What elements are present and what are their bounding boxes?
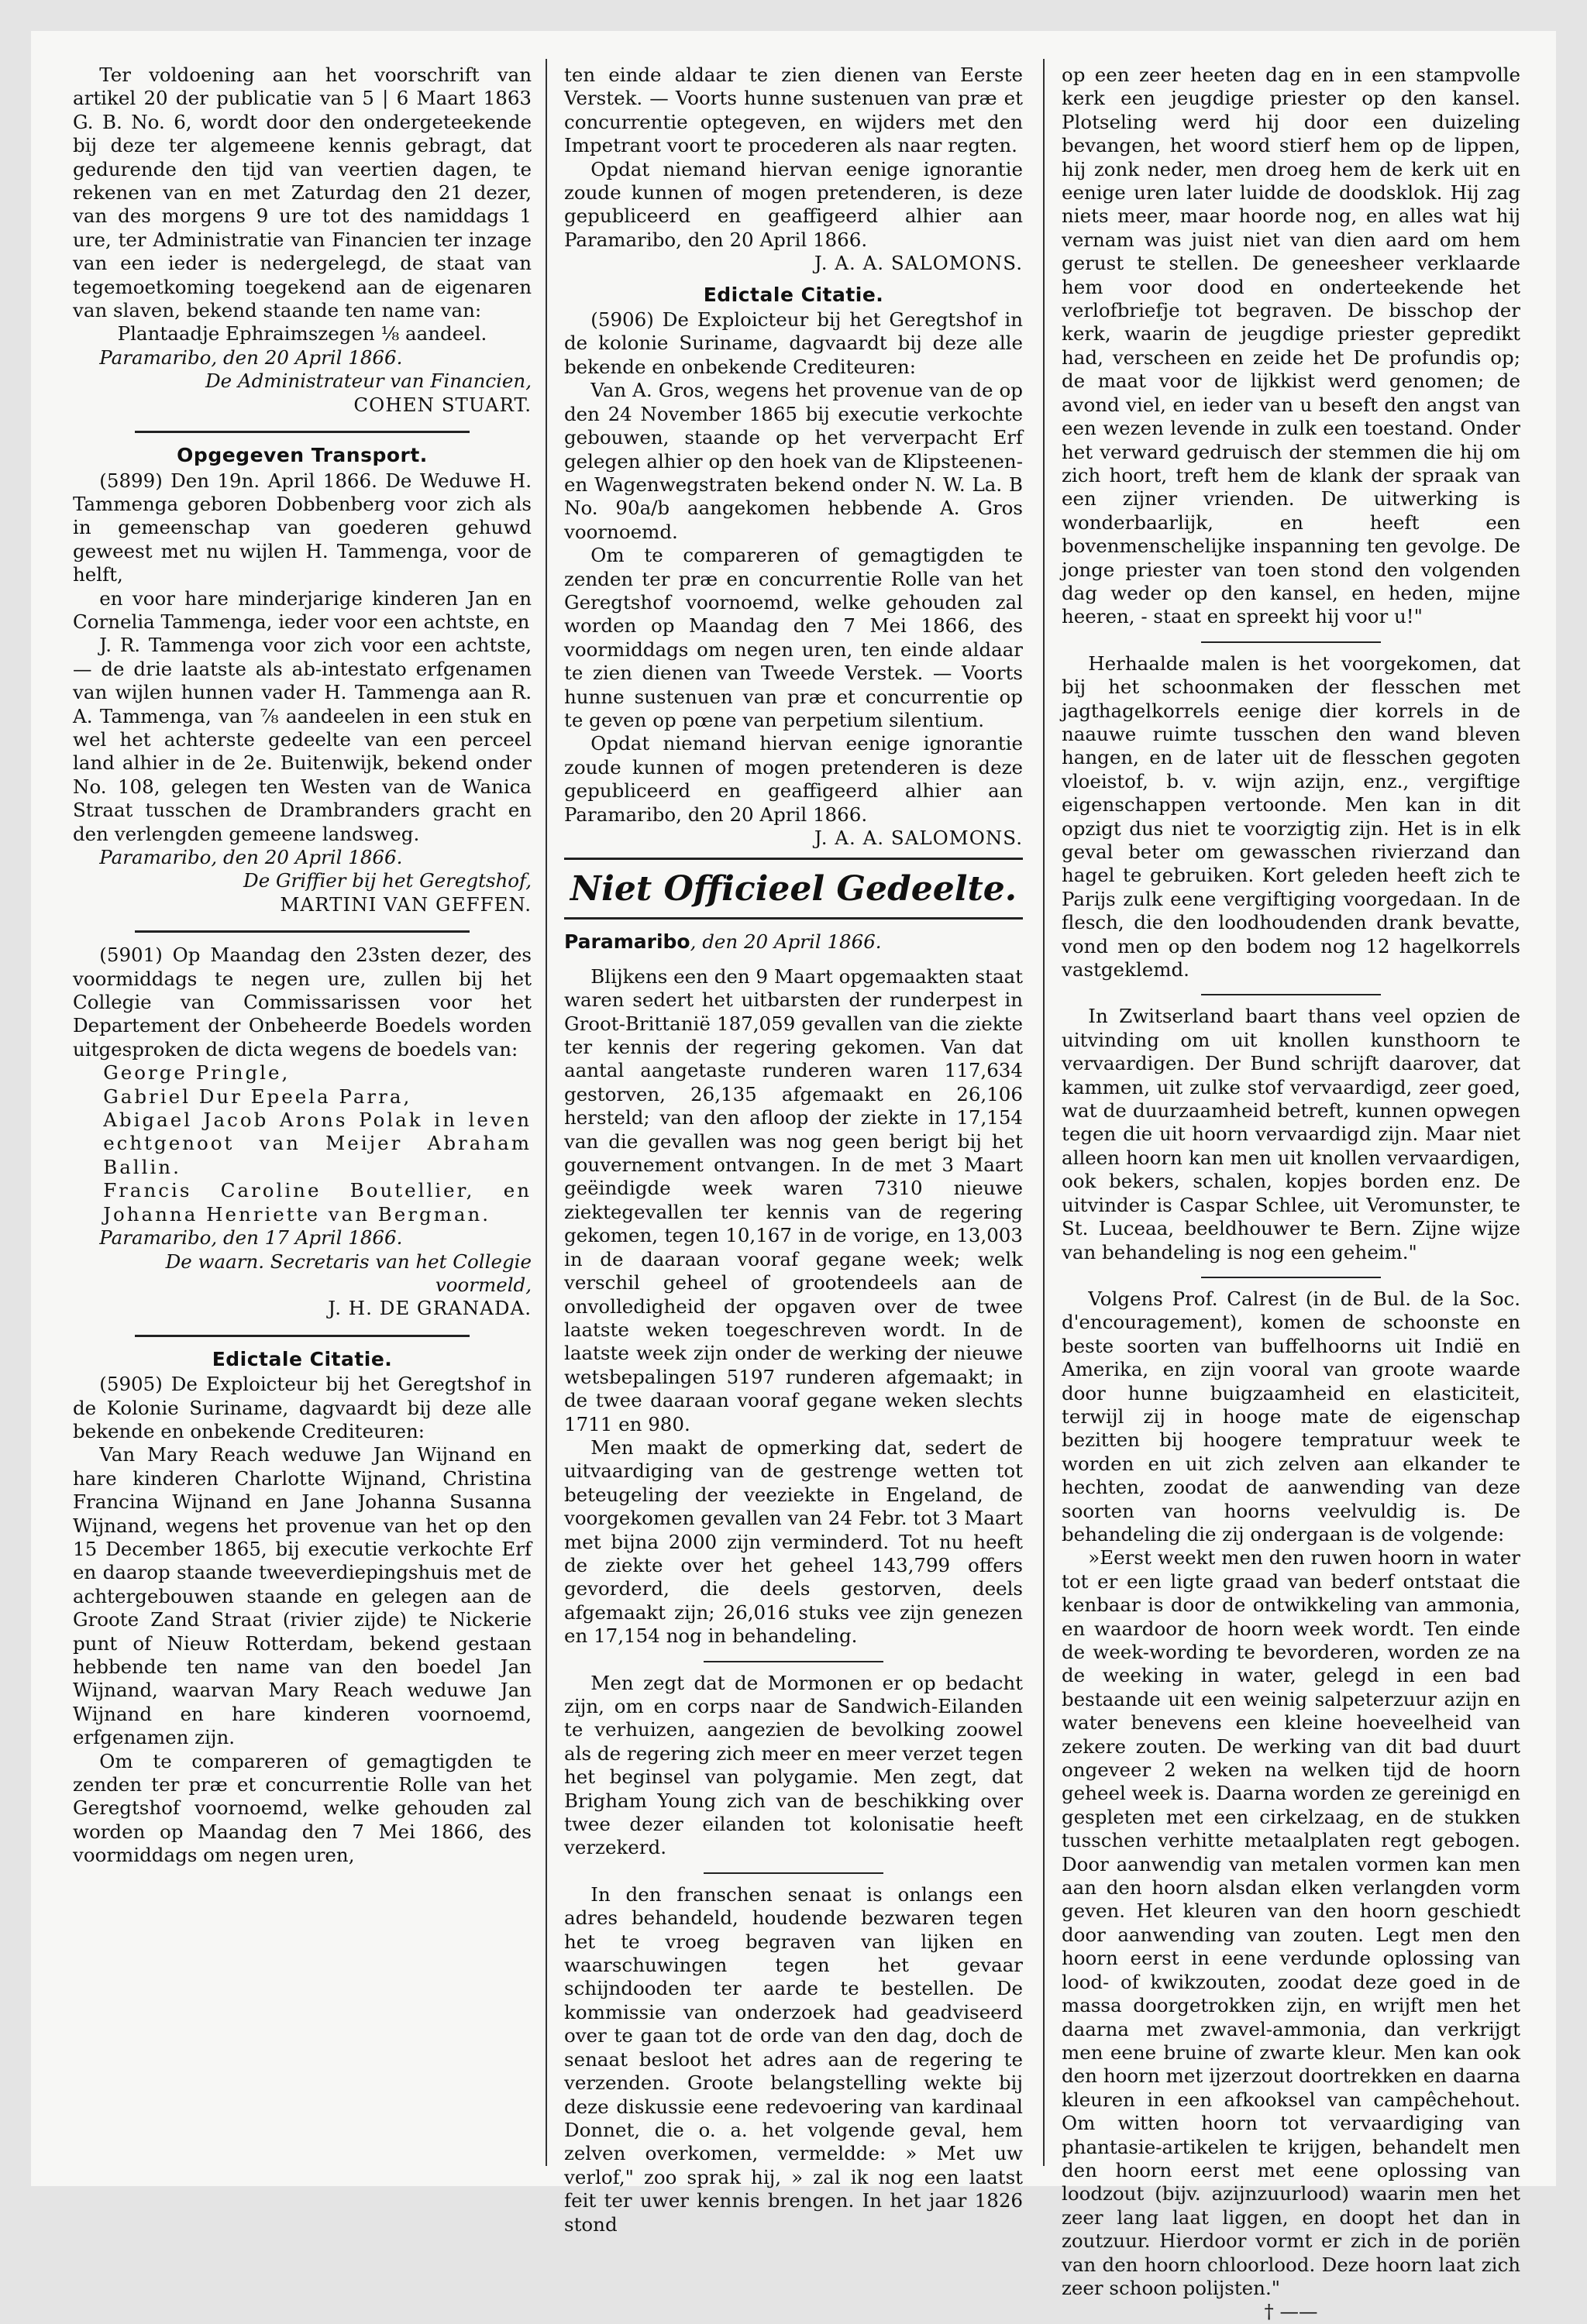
- notice-signatory-title: De waarn. Secretaris van het Collegie voormeld,: [165, 1250, 532, 1296]
- notice-paragraph: (5899) Den 19n. April 1866. De Weduwe H. Tammenga geboren Dobbenberg voor zich als in gemeenschap van goederen gehuwd geweest met nu wijlen H. Tammenga, voor de helft,: [73, 469, 532, 586]
- section-rule: [135, 431, 470, 433]
- news-paragraph: Blijkens een den 9 Maart opgemaakten staat waren sedert het uitbarsten der runderpest in Groot-Brittanië 187,059 gevallen van die ziekte ter kennis der regering gekomen. Van dat aantal aangetaste runderen waren 117,634 gestorven, 26,135 afgemaakt en 26,106 hersteld; van den afloop der ziekte in 17,154 van die gevallen was nog geen berigt bij het gouvernement ontvangen. In de met 3 Maart geëindigde week waren 7310 nieuwe ziektegevallen ter kennis van de regering gekomen, tegen 10,167 in de vorige, en 13,003 in de daaraan vooraf gegane week; welk verschil geheel of grootendeels aan de onvolledigheid der opgaven over de twee laatste weken toegeschreven wordt. In de laatste week zijn onder de werking der nieuwe wetsbepalingen 5197 runderen afgemaakt; in de twee daaraan vooraf gegane weken slechts 1711 en 980.: [564, 964, 1023, 1435]
- notice-paragraph: (5901) Op Maandag den 23sten dezer, des voormiddags te negen ure, zullen bij het Collegie van Commissarissen voor het Departement der Onbeheerde Boedels worden uitgesproken de dicta wegens de boedels van:: [73, 944, 532, 1061]
- article-separator: [704, 1872, 883, 1874]
- notice-paragraph: Van Mary Reach weduwe Jan Wijnand en hare kinderen Charlotte Wijnand, Christina Francina Wijnand en Jane Johanna Susanna Wijnand, wegens het provenue van het op den 15 December 1865, bij executie verkochte Erf en daarop staande tweeverdiepingshuis met de achtergebouwen staande en gelegen aan de Groote Zand Straat (rivier zijde) te Nickerie punt of Nieuw Rotterdam, bekend gestaan hebbende ten name van den boedel Jan Wijnand, waarvan Mary Reach weduwe Jan Wijnand en hare kinderen voornoemd, erfgenamen zijn.: [73, 1443, 532, 1749]
- section-heading: Edictale Citatie.: [212, 1347, 393, 1370]
- news-paragraph: Men zegt dat de Mormonen er op bedacht zijn, om en corps naar de Sandwich-Eilanden te verhuizen, aangezien de bevolking zoowel als de regering zich meer en meer verzet tegen het beginsel van polygamie. Men zegt, dat Brigham Young zich van de beschikking over twee dezer eilanden tot kolonisatie heeft verzekerd.: [564, 1671, 1023, 1859]
- dateline-date: , den 20 April 1866.: [690, 930, 882, 954]
- notice-place-date: Paramaribo, den 17 April 1866.: [99, 1226, 403, 1250]
- notice-signatory-title: De Administrateur van Financien,: [205, 370, 532, 393]
- news-paragraph: In Zwitserland baart thans veel opzien de uitvinding om uit knollen kunsthoorn te vervaardigen. Der Bund schrijft daarover, dat kammen, uit zulke stof vervaardigd, zeer goed, wat de duurzaamheid betreft, kunnen opwegen tegen die uit hoorn vervaardigd zijn. Maar niet alleen hoorn kan men uit knollen vervaardigen, ook bekers, schalen, kopjes borden enz. De uitvinder is Caspar Schlee, uit Veromunster, te St. Luceaa, beeldhouwer te Bern. Zijne wijze van behandeling is nog een geheim.": [1062, 1005, 1520, 1263]
- newspaper-page: [31, 31, 1556, 2323]
- section-rule: [135, 1335, 470, 1337]
- notice-paragraph: Van A. Gros, wegens het provenue van de op den 24 November 1865 bij executie verkochte gebouwen, staande op het ververpacht Erf gelegen alhier op den hoek van de Klipsteenen- en Wagenwegstraten bekend onder N. W. La. B No. 90a/b aangekomen hebbende A. Gros voornoemd.: [564, 379, 1023, 543]
- column-1: [73, 64, 532, 2155]
- notice-paragraph: J. R. Tammenga voor zich voor een achtste, — de drie laatste als ab-intestato erfgenamen van wijlen hunnen vader H. Tammenga aan R. A. Tammenga, van ⅞ aandeelen in een stuk en wel het achterste gedeelte van een perceel land alhier in de 2e. Buitenwijk, bekend onder No. 108, gelegen ten Westen van de Wanica Straat tusschen de Drambranders gracht en den verlengden gemeene landsweg.: [73, 634, 532, 845]
- notice-place-date: Paramaribo, den 20 April 1866.: [99, 346, 403, 369]
- list-item: George Pringle,: [103, 1061, 291, 1085]
- section-heading: Edictale Citatie.: [703, 283, 884, 306]
- list-item: Abigael Jacob Arons Polak in leven echtgenoot van Meijer Abraham Ballin.: [103, 1109, 532, 1178]
- notice-paragraph: Om te compareren of gemagtigden te zenden ter præ et concurrentie Rolle van het Geregtshof voornoemd, welke gehouden zal worden op Maandag den 7 Mei 1866, des voormiddags om negen uren,: [73, 1749, 532, 1867]
- column-divider: [546, 59, 547, 2166]
- notice-signatory: J. A. A. SALOMONS.: [814, 827, 1023, 849]
- article-separator: [1201, 994, 1381, 995]
- notice-place-date: Paramaribo, den 20 April 1866.: [99, 846, 403, 868]
- column-3: [1062, 64, 1520, 2323]
- notice-signatory-title: De Griffier bij het Geregtshof,: [243, 869, 532, 892]
- notice-paragraph: (5905) De Exploicteur bij het Geregtshof in de Kolonie Suriname, dagvaardt bij deze alle bekende en onbekende Crediteuren:: [73, 1373, 532, 1442]
- article-separator: [704, 1661, 883, 1662]
- news-paragraph: Herhaalde malen is het voorgekomen, dat bij het schoonmaken der flesschen met jagthagelkorrels eenige dier korrels in de naauwe ruimte tusschen den wand bleven hangen, en de later uit de flesschen gegoten vloeistof, b. v. wijn azijn, enz., vergiftige eigenschappen vertoonde. Men kan in dit opzigt dus niet te voorzigtig zijn. Het is in elk geval beter om gewasschen rivierzand dan hagel te gebruiken. Kort geleden heeft zich te Parijs zulk eene vergiftiging voorgedaan. In de flesch, die den loodhoudenden drank bevatte, vond men op den bodem nog 12 hagelkorrels vastgeklemd.: [1062, 651, 1520, 982]
- estate-name-list: [73, 1061, 532, 1226]
- section-banner: Niet Officieel Gedeelte.: [564, 858, 1023, 920]
- notice-paragraph: en voor hare minderjarige kinderen Jan en Cornelia Tammenga, ieder voor een achtste, en: [73, 586, 532, 633]
- notice-signatory: J. A. A. SALOMONS.: [814, 252, 1023, 275]
- notice-paragraph: Ter voldoening aan het voorschrift van artikel 20 der publicatie van 5 | 6 Maart 1863 G. B. No. 6, wordt door den ondergeteekende bij deze ter algemeene kennis gebragt, dat gedurende den tijd van veertien dagen, te rekenen van en met Zaturdag den 21 dezer, van des morgens 9 ure tot des namiddags 1 ure, ter Administratie van Financien ter inzage van een ieder is nedergelegd, de staat van tegemoetkoming toegekend aan de eigenaren van slaven, bekend staande ten name van:: [73, 64, 532, 322]
- dateline: [564, 930, 1023, 954]
- news-paragraph: Men maakt de opmerking dat, sedert de uitvaardiging van de gestrenge wetten tot beteugeling der veeziekte in Engeland, de voorgekomen gevallen van 24 Febr. tot 3 Maart met bijna 2000 zijn verminderd. Tot nu heeft de ziekte over het geheel 143,799 offers gevorderd, die deels gestorven, deels afgemaakt zijn; 26,016 stuks vee zijn genezen en 17,154 nog in behandeling.: [564, 1435, 1023, 1648]
- list-item: Gabriel Dur Epeela Parra,: [103, 1085, 412, 1108]
- notice-signatory: MARTINI VAN GEFFEN.: [280, 892, 532, 916]
- notice-paragraph: Opdat niemand hiervan eenige ignorantie zoude kunnen of mogen pretenderen is deze gepubliceerd en geaffigeerd alhier aan Paramaribo, den 20 April 1866.: [564, 732, 1023, 826]
- dateline-city: Paramaribo: [564, 930, 690, 954]
- section-rule: [135, 930, 470, 933]
- notice-paragraph: Om te compareren of gemagtigden te zenden ter præ en concurrentie Rolle van het Geregtshof voornoemd, welke gehouden zal worden op Maandag den 7 Mei 1866, des voormiddags om negen uren, ten einde aldaar te zien dienen van Tweede Verstek. — Voorts hunne sustenuen van præ et concurrentie op te geven op pœne van perpetium silentium.: [564, 544, 1023, 731]
- news-paragraph: »Eerst weekt men den ruwen hoorn in water tot er een ligte graad van bederf ontstaat die kenbaar is door de ontwikkeling van ammonia, en waardoor de hoorn week wordt. Ten einde de week-wording te bevorderen, worden ze na de weeking in water, gelegd in een bad bestaande uit een weinig salpeterzuur azijn en water benevens een kleine hoeveelheid van zekere zouten. De werking van dit bad duurt ongeveer 2 weken na welken tijd de hoorn geheel week is. Daarna worden ze gereinigd en gespleten met een cirkelzaag, en de stukken tusschen verhitte metaalplaten regt gebogen. Door aanwendig van metalen vormen kan men aan den hoorn alsdan elken verlangden vorm geven. Het kleuren van den hoorn geschiedt door aanwending van zouten. Legt men den hoorn eerst in eene verdunde oplossing van lood- of kwikzouten, zoodat deze goed in de massa doorgetrokken zijn, en wrijft men het daarna met zwavel-ammonia, dan verkrijgt men eene bruine of zwarte kleur. Men kan ook den hoorn met ijzerzout doortrekken en daarna kleuren in een afkooksel van campêchehout. Om witten hoorn tot vervaardiging van phantasie-artikelen te krijgen, behandelt men den hoorn eerst met eene oplossing van loodzout (bijv. azijnzuurlood) waarin men het zeer lang laat liggen, en doopt het dan in zoutzuur. Hierdoor vormt er zich in de poriën van den hoorn chloorlood. Deze hoorn laat zich zeer schoon polijsten.": [1062, 1546, 1520, 2299]
- notice-item: Plantaadje Ephraimszegen ⅛ aandeel.: [117, 322, 487, 346]
- column-2: [564, 64, 1023, 2236]
- section-heading: Opgegeven Transport.: [177, 444, 428, 467]
- notice-signatory: COHEN STUART.: [353, 393, 532, 416]
- list-item: Francis Caroline Boutellier, en Johanna Henriette van Bergman.: [103, 1179, 532, 1226]
- column-divider: [1043, 59, 1045, 2166]
- notice-paragraph: Opdat niemand hiervan eenige ignorantie zoude kunnen of mogen pretenderen, is deze gepubliceerd en geaffigeerd alhier aan Paramaribo, den 20 April 1866.: [564, 157, 1023, 251]
- news-paragraph: Volgens Prof. Calrest (in de Bul. de la Soc. d'encouragement), komen de schoonste en beste soorten van buffelhoorns uit Indië en Amerika, en zijn vooral van groote waarde door hunne buigzaamheid en elasticiteit, terwijl zij in hooge mate de eigenschap bezitten bij hoogere tempratuur week te worden en uit zich zelven aan elkander te hechten, zoodat de aanwending van deze soorten van hoorns veelvuldig is. De behandeling die zij ondergaan is de volgende:: [1062, 1287, 1520, 1545]
- notice-paragraph: ten einde aldaar te zien dienen van Eerste Verstek. — Voorts hunne sustenuen van præ et concurrentie optegeven, en wijders met den Impetrant voort te procederen als naar regten.: [564, 64, 1023, 157]
- news-paragraph: op een zeer heeten dag en in een stampvolle kerk een jeugdige priester op den kansel. Plotseling werd hij door een duizeling bevangen, het woord stierf hem op de lippen, hij zonk neder, men droeg hem de kerk uit en eenige uren later luidde de doodsklok. Hij zag niets meer, maar hoorde nog, en alles wat hij vernam was juist niet van dien aard om hem gerust te stellen. De geneesheer verklaarde hem voor dood en onderteekende het verlofbriefje tot begraven. De bisschop der kerk, waarin de jeugdige priester gepredikt had, verscheen en zeide het De profundis op; de maat voor de lijkkist werd genomen; de avond viel, en ieder van u beseft den angst van een wezen levende in zulk een toestand. Onder het verward gedruisch der stemmen die hij om zich hoort, treft hem de klank der spraak van een zijner vrienden. De uitwerking is wonderbaarlijk, en heeft een bovenmenschelijke inspanning ten gevolge. De jonge priester van toen stond den volgenden dag weder op den kansel, en heden, mijne heeren, - staat en spreekt hij voor u!": [1062, 64, 1520, 628]
- notice-paragraph: (5906) De Exploicteur bij het Geregtshof in de kolonie Suriname, dagvaardt bij deze alle bekende en onbekende Crediteuren:: [564, 308, 1023, 378]
- article-separator: [1201, 641, 1381, 643]
- news-paragraph: In den franschen senaat is onlangs een adres behandeld, houdende bezwaren tegen het te vroeg begraven van lijken en waarschuwingen tegen het gevaar schijndooden ter aarde te bestellen. De kommissie van onderzoek had geadviseerd over te gaan tot de orde van den dag, doch de senaat besloot het adres aan de regering te verzenden. Groote belangstelling wekte bij deze diskussie eene redevoering van kardinaal Donnet, die o. a. het volgende geval, hem zelven overkomen, vermeldde: » Met uw verlof," zoo sprak hij, » zal ik nog een laatst feit ter uwer kennis brengen. In het jaar 1826 stond: [564, 1882, 1023, 2236]
- notice-signatory: J. H. DE GRANADA.: [328, 1297, 532, 1320]
- end-mark: † ——: [1264, 2300, 1318, 2323]
- article-separator: [1201, 1277, 1381, 1278]
